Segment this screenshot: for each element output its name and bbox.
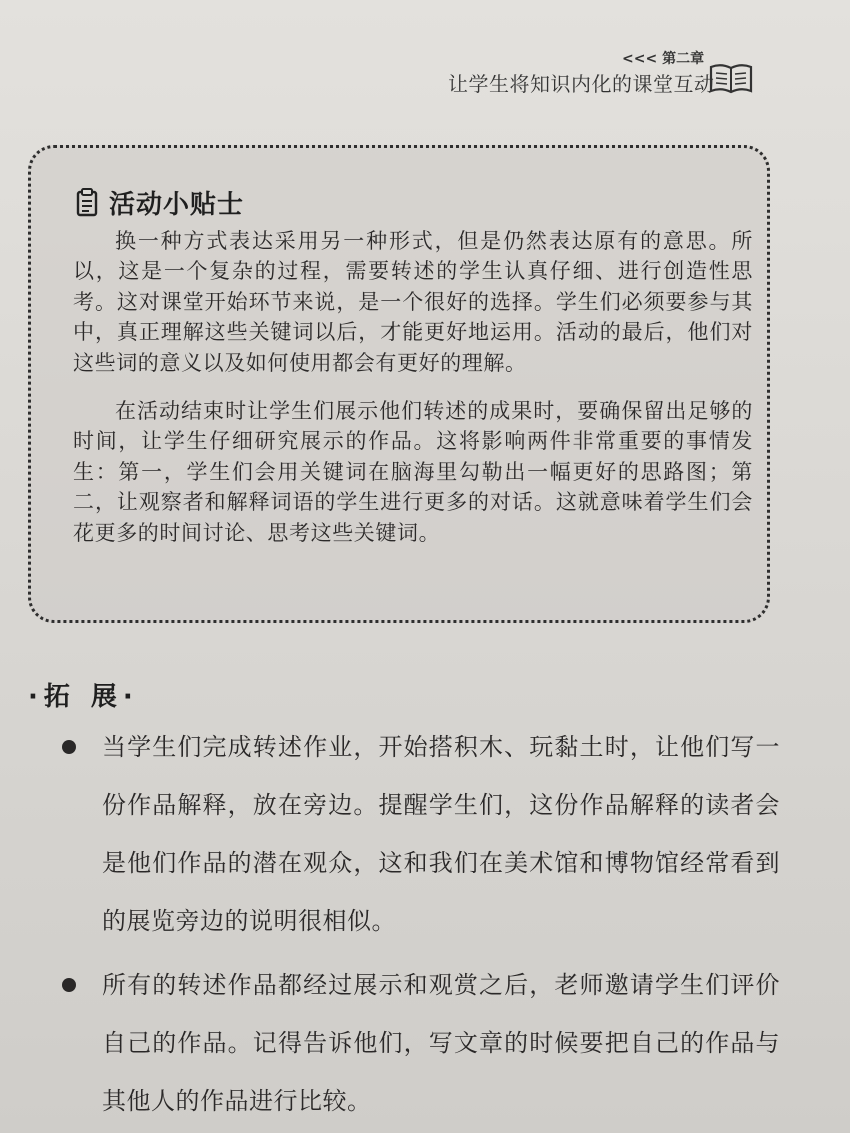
chapter-title: 让学生将知识内化的课堂互动 [448, 72, 715, 96]
tip-title: 活动小贴士 [109, 190, 245, 220]
tip-body [73, 226, 753, 548]
tip-paragraph: 换一种方式表达采用另一种形式，但是仍然表达原有的意思。所以，这是一个复杂的过程，需要转述的学生认真仔细、进行创造性思考。这对课堂开始环节来说，是一个很好的选择。学生们必须要参与其中，真正理解这些关键词以后，才能更好地运用。活动的最后，他们对这些词的意义以及如何使用都会有更好的理解。 [73, 229, 753, 375]
notepad-icon [75, 188, 101, 218]
extension-list [60, 718, 780, 1130]
list-item-text: 所有的转述作品都经过展示和观赏之后，老师邀请学生们评价自己的作品。记得告诉他们，写文章的时候要把自己的作品与其他人的作品进行比较。 [102, 971, 780, 1115]
bullet-icon [62, 978, 76, 992]
list-item [60, 956, 780, 1130]
extension-heading: ·拓 展· [28, 682, 139, 712]
list-item [60, 718, 780, 950]
open-book-icon [708, 62, 754, 94]
bullet-icon [62, 740, 76, 754]
activity-tip-box [28, 145, 770, 623]
running-header [440, 42, 760, 102]
tip-title-row [75, 184, 244, 221]
list-item-text: 当学生们完成转述作业，开始搭积木、玩黏土时，让他们写一份作品解释，放在旁边。提醒学生们，这份作品解释的读者会是他们作品的潜在观众，这和我们在美术馆和博物馆经常看到的展览旁边的说明很相似。 [102, 733, 780, 935]
tip-paragraph: 在活动结束时让学生们展示他们转述的成果时，要确保留出足够的时间，让学生仔细研究展示的作品。这将影响两件非常重要的事情发生：第一，学生们会用关键词在脑海里勾勒出一幅更好的思路图；第二，让观察者和解释词语的学生进行更多的对话。这就意味着学生们会花更多的时间讨论、思考这些关键词。 [73, 399, 753, 545]
chapter-label: <<< 第二章 [622, 51, 705, 67]
